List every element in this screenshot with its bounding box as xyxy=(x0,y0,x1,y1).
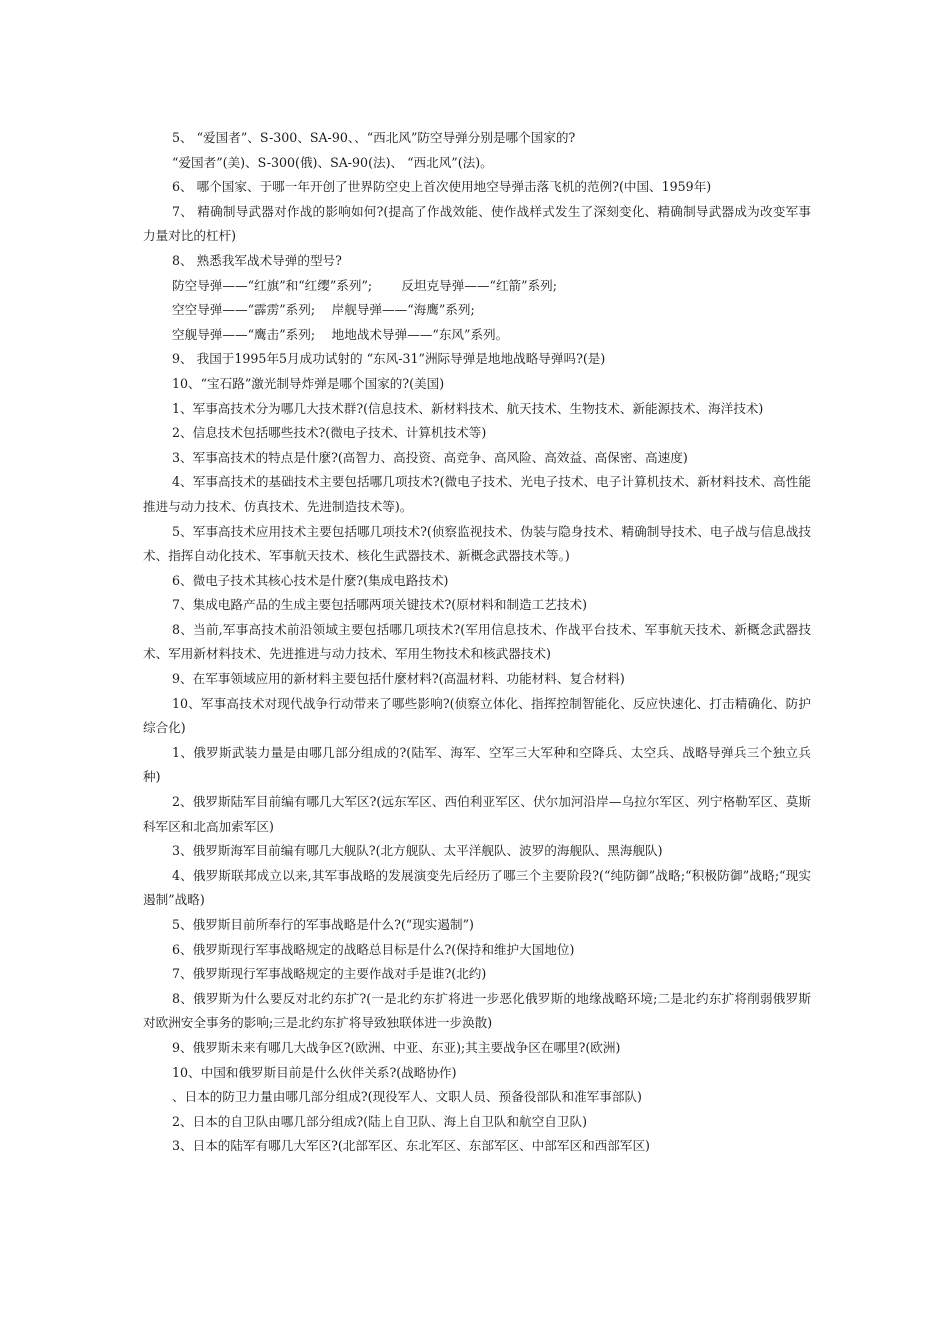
paragraph: 9、俄罗斯未来有哪几大战争区?(欧洲、中亚、东亚);其主要战争区在哪里?(欧洲) xyxy=(172,1039,621,1055)
paragraph: 7、俄罗斯现行军事战略规定的主要作战对手是谁?(北约) xyxy=(172,966,487,982)
paragraph: 6、俄罗斯现行军事战略规定的战略总目标是什么?(保持和维护大国地位) xyxy=(172,941,575,957)
paragraph: 4、军事高技术的基础技术主要包括哪几项技术?(微电子技术、光电子技术、电子计算机技术、新材料技术、高性能推进与动力技术、仿真技术、先进制造技术等)。 xyxy=(143,474,811,514)
paragraph: 1、俄罗斯武装力量是由哪几部分组成的?(陆军、海军、空军三大军种和空降兵、太空兵、战略导弹兵三个独立兵种) xyxy=(143,744,811,785)
paragraph: 8、 熟悉我军战术导弹的型号? xyxy=(172,252,342,268)
paragraph: 空舰导弹——“鹰击”系列; 地地战术导弹——“东风”系列。 xyxy=(172,326,509,342)
paragraph: 6、 哪个国家、于哪一年开创了世界防空史上首次使用地空导弹击落飞机的范例?(中国、1959年) xyxy=(172,179,712,195)
paragraph: 10、军事高技术对现代战争行动带来了哪些影响?(侦察立体化、指挥控制智能化、反应快速化、打击精确化、防护综合化) xyxy=(143,695,811,736)
paragraph: 9、 我国于1995年5月成功试射的 “东风-31”洲际导弹是地地战略导弹吗?(是) xyxy=(172,351,606,367)
paragraph: 2、信息技术包括哪些技术?(微电子技术、计算机技术等) xyxy=(172,425,487,441)
paragraph: 7、集成电路产品的生成主要包括哪两项关键技术?(原材料和制造工艺技术) xyxy=(172,597,587,613)
paragraph: 10、中国和俄罗斯目前是什么伙伴关系?(战略协作) xyxy=(172,1064,457,1080)
paragraph: 2、日本的自卫队由哪几部分组成?(陆上自卫队、海上自卫队和航空自卫队) xyxy=(172,1113,587,1129)
paragraph: 3、军事高技术的特点是什麼?(高智力、高投资、高竞争、高风险、高效益、高保密、高速度) xyxy=(172,449,688,465)
paragraph: “爱国者”(美)、S-300(俄)、SA-90(法)、 “西北风”(法)。 xyxy=(172,154,493,170)
paragraph: 8、当前,军事高技术前沿领域主要包括哪几项技术?(军用信息技术、作战平台技术、军事航天技术、新概念武器技术、军用新材料技术、先进推进与动力技术、军用生物技术和核武器技术) xyxy=(143,621,811,662)
paragraph: 7、 精确制导武器对作战的影响如何?(提高了作战效能、使作战样式发生了深刻变化、精确制导武器成为改变军事力量对比的杠杆) xyxy=(143,203,811,244)
paragraph: 3、俄罗斯海军目前编有哪几大舰队?(北方舰队、太平洋舰队、波罗的海舰队、黑海舰队) xyxy=(172,843,663,859)
paragraph: 5、 “爱国者”、S-300、SA-90、、“西北风”防空导弹分别是哪个国家的? xyxy=(172,130,576,145)
paragraph: 防空导弹——“红旗”和“红缨”系列”; 反坦克导弹——“红箭”系列; xyxy=(172,277,557,293)
paragraph: 3、日本的陆军有哪几大军区?(北部军区、东北军区、东部军区、中部军区和西部军区) xyxy=(172,1138,650,1154)
paragraph: 2、俄罗斯陆军目前编有哪几大军区?(远东军区、西伯利亚军区、伏尔加河沿岸—乌拉尔军区、列宁格勒军区、莫斯科军区和北高加索军区) xyxy=(143,794,811,834)
paragraph: 8、俄罗斯为什么要反对北约东扩?(一是北约东扩将进一步恶化俄罗斯的地缘战略环境;二是北约东扩将削弱俄罗斯对欧洲安全事务的影响;三是北约东扩将导致独联体进一步涣散) xyxy=(143,990,811,1031)
document-body xyxy=(143,126,811,1159)
paragraph: 1、军事高技术分为哪几大技术群?(信息技术、新材料技术、航天技术、生物技术、新能源技术、海洋技术) xyxy=(172,400,764,416)
paragraph: 空空导弹——“霹雳”系列; 岸舰导弹——“海鹰”系列; xyxy=(172,302,475,318)
paragraph: 4、俄罗斯联邦成立以来,其军事战略的发展演变先后经历了哪三个主要阶段?(“纯防御”战略;“积极防御”战略;“现实遏制”战略) xyxy=(143,867,811,908)
paragraph: 5、军事高技术应用技术主要包括哪几项技术?(侦察监视技术、伪装与隐身技术、精确制导技术、电子战与信息战技术、指挥自动化技术、军事航天技术、核化生武器技术、新概念武器技术等。) xyxy=(143,523,811,564)
paragraph: 9、在军事领域应用的新材料主要包括什麼材料?(高温材料、功能材料、复合材料) xyxy=(172,671,625,687)
paragraph: 5、俄罗斯目前所奉行的军事战略是什么?(“现实遏制”) xyxy=(172,917,474,932)
paragraph: 10、“宝石路”激光制导炸弹是哪个国家的?(美国) xyxy=(172,375,445,391)
paragraph: 、日本的防卫力量由哪几部分组成?(现役军人、文职人员、预备役部队和准军事部队) xyxy=(172,1089,642,1105)
paragraph: 6、微电子技术其核心技术是什麼?(集成电路技术) xyxy=(172,572,449,588)
